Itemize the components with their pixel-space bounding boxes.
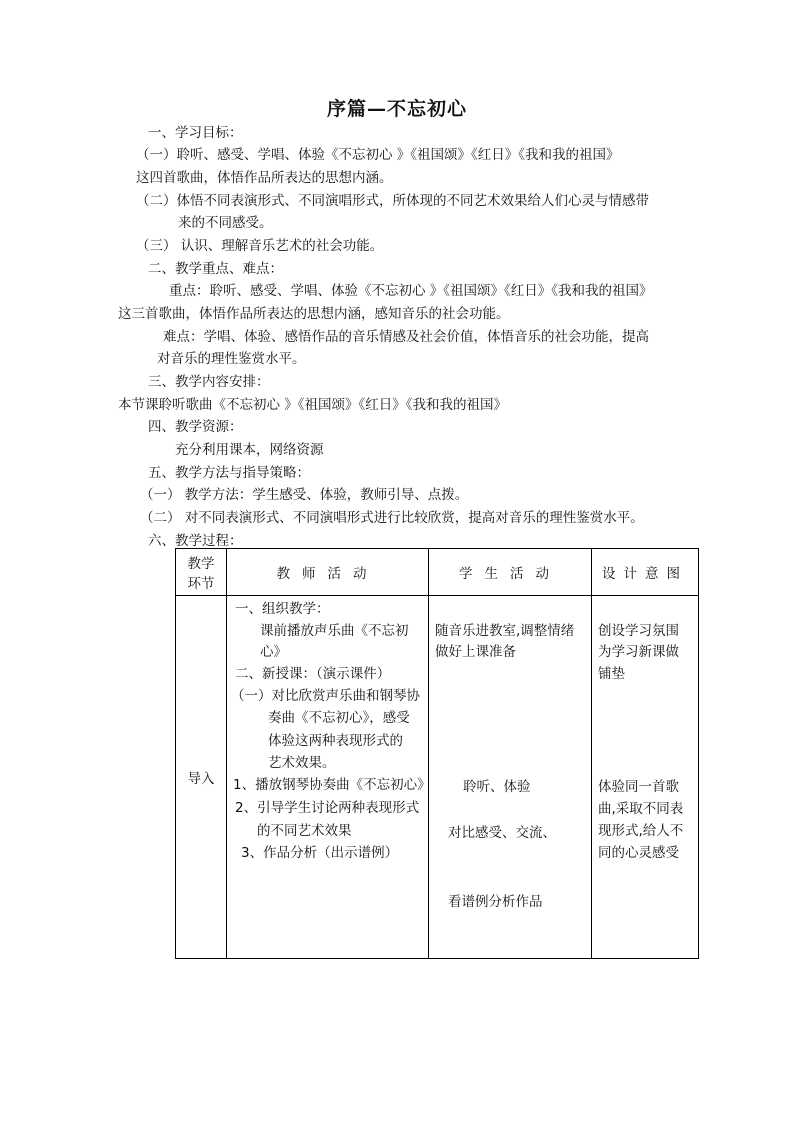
design-line: 为学习新课做 xyxy=(598,644,679,660)
method-1: （一） 教学方法：学生感受、体验，教师引导、点拨。 xyxy=(140,487,469,503)
stage-cell xyxy=(176,596,227,959)
resource-heading: 四、教学资源： xyxy=(148,419,243,435)
content-text: 本节课聆听歌曲《不忘初心 》《祖国颂》《红日》《我和我的祖国》 xyxy=(118,397,508,413)
header-stage xyxy=(176,549,227,596)
teacher-line: 1、播放钢琴协奏曲《不忘初心》 xyxy=(233,777,431,793)
header-teacher-label: 教师活动 xyxy=(276,566,379,582)
design-line: 体验同一首歌 xyxy=(598,779,679,795)
teacher-line: 艺术效果。 xyxy=(268,755,336,771)
difficulty-line-a: 难点：学唱、体验、感悟作品的音乐情感及社会价值，体悟音乐的社会功能，提高 xyxy=(163,329,649,345)
teacher-line: 一、组织教学： xyxy=(235,601,330,617)
content-heading: 三、教学内容安排： xyxy=(148,374,270,390)
design-cell xyxy=(592,596,699,959)
teacher-line: 二、新授课：（演示课件） xyxy=(235,666,391,682)
header-design-label: 设计意图 xyxy=(602,566,688,582)
stage-label: 导入 xyxy=(187,771,215,787)
header-teacher xyxy=(227,549,429,596)
teacher-line: 奏曲《不忘初心》，感受 xyxy=(268,710,410,726)
teacher-line: 2、引导学生讨论两种表现形式 xyxy=(235,800,420,816)
header-stage-line-1: 教学 xyxy=(187,556,215,572)
student-line: 对比感受、交流、 xyxy=(448,825,556,841)
design-line: 创设学习氛围 xyxy=(598,623,679,639)
student-cell xyxy=(429,596,592,959)
teaching-process-table xyxy=(175,548,699,959)
teacher-line: 3、作品分析（出示谱例） xyxy=(241,845,399,861)
teacher-line: 课前播放声乐曲《不忘初 xyxy=(260,623,409,639)
header-student xyxy=(429,549,592,596)
design-line: 铺垫 xyxy=(598,666,625,682)
key-point-line-b: 这三首歌曲，体悟作品所表达的思想内涵，感知音乐的社会功能。 xyxy=(118,306,510,322)
design-line: 现形式,给人不 xyxy=(598,823,684,839)
goal-1-line-a: （一）聆听、感受、学唱、体验《不忘初心 》《祖国颂》《红日》《我和我的祖国》 xyxy=(136,147,620,163)
header-stage-line-2: 环节 xyxy=(187,576,215,592)
student-line: 聆听、体验 xyxy=(463,779,531,795)
teacher-cell xyxy=(227,596,429,959)
design-line: 曲,采取不同表 xyxy=(598,801,684,817)
table-row xyxy=(176,596,699,959)
design-line: 同的心灵感受 xyxy=(598,845,679,861)
goal-2-line-a: （二）体悟不同表演形式、不同演唱形式，所体现的不同艺术效果给人们心灵与情感带 xyxy=(136,193,649,209)
table-header-row xyxy=(176,549,699,596)
goal-1-line-b: 这四首歌曲，体悟作品所表达的思想内涵。 xyxy=(136,170,393,186)
goal-2-line-b: 来的不同感受。 xyxy=(178,215,273,231)
difficulty-line-b: 对音乐的理性鉴赏水平。 xyxy=(157,351,306,367)
method-2: （二） 对不同表演形式、不同演唱形式进行比较欣赏，提高对音乐的理性鉴赏水平。 xyxy=(140,510,644,526)
process-heading: 六、教学过程： xyxy=(148,533,243,549)
resource-text: 充分利用课本，网络资源 xyxy=(175,442,324,458)
key-heading: 二、教学重点、难点： xyxy=(148,261,283,277)
teacher-line: 心》 xyxy=(260,644,287,660)
header-design xyxy=(592,549,699,596)
goal-3: （三） 认识、理解音乐艺术的社会功能。 xyxy=(136,238,384,254)
header-student-label: 学生活动 xyxy=(459,566,561,582)
teacher-line: 体验这两种表现形式的 xyxy=(268,733,403,749)
key-point-line-a: 重点：聆听、感受、学唱、体验《不忘初心 》《祖国颂》《红日》《我和我的祖国》 xyxy=(169,283,653,299)
student-line: 做好上课准备 xyxy=(435,644,516,660)
goals-heading: 一、学习目标： xyxy=(148,125,243,141)
teacher-line: 的不同艺术效果 xyxy=(257,823,352,839)
teacher-line: （一）对比欣赏声乐曲和钢琴协 xyxy=(231,688,420,704)
student-line: 看谱例分析作品 xyxy=(448,894,543,910)
method-heading: 五、教学方法与指导策略： xyxy=(148,465,310,481)
page-title: 序篇—不忘初心 xyxy=(326,98,467,120)
student-line: 随音乐进教室,调整情绪 xyxy=(435,623,575,639)
